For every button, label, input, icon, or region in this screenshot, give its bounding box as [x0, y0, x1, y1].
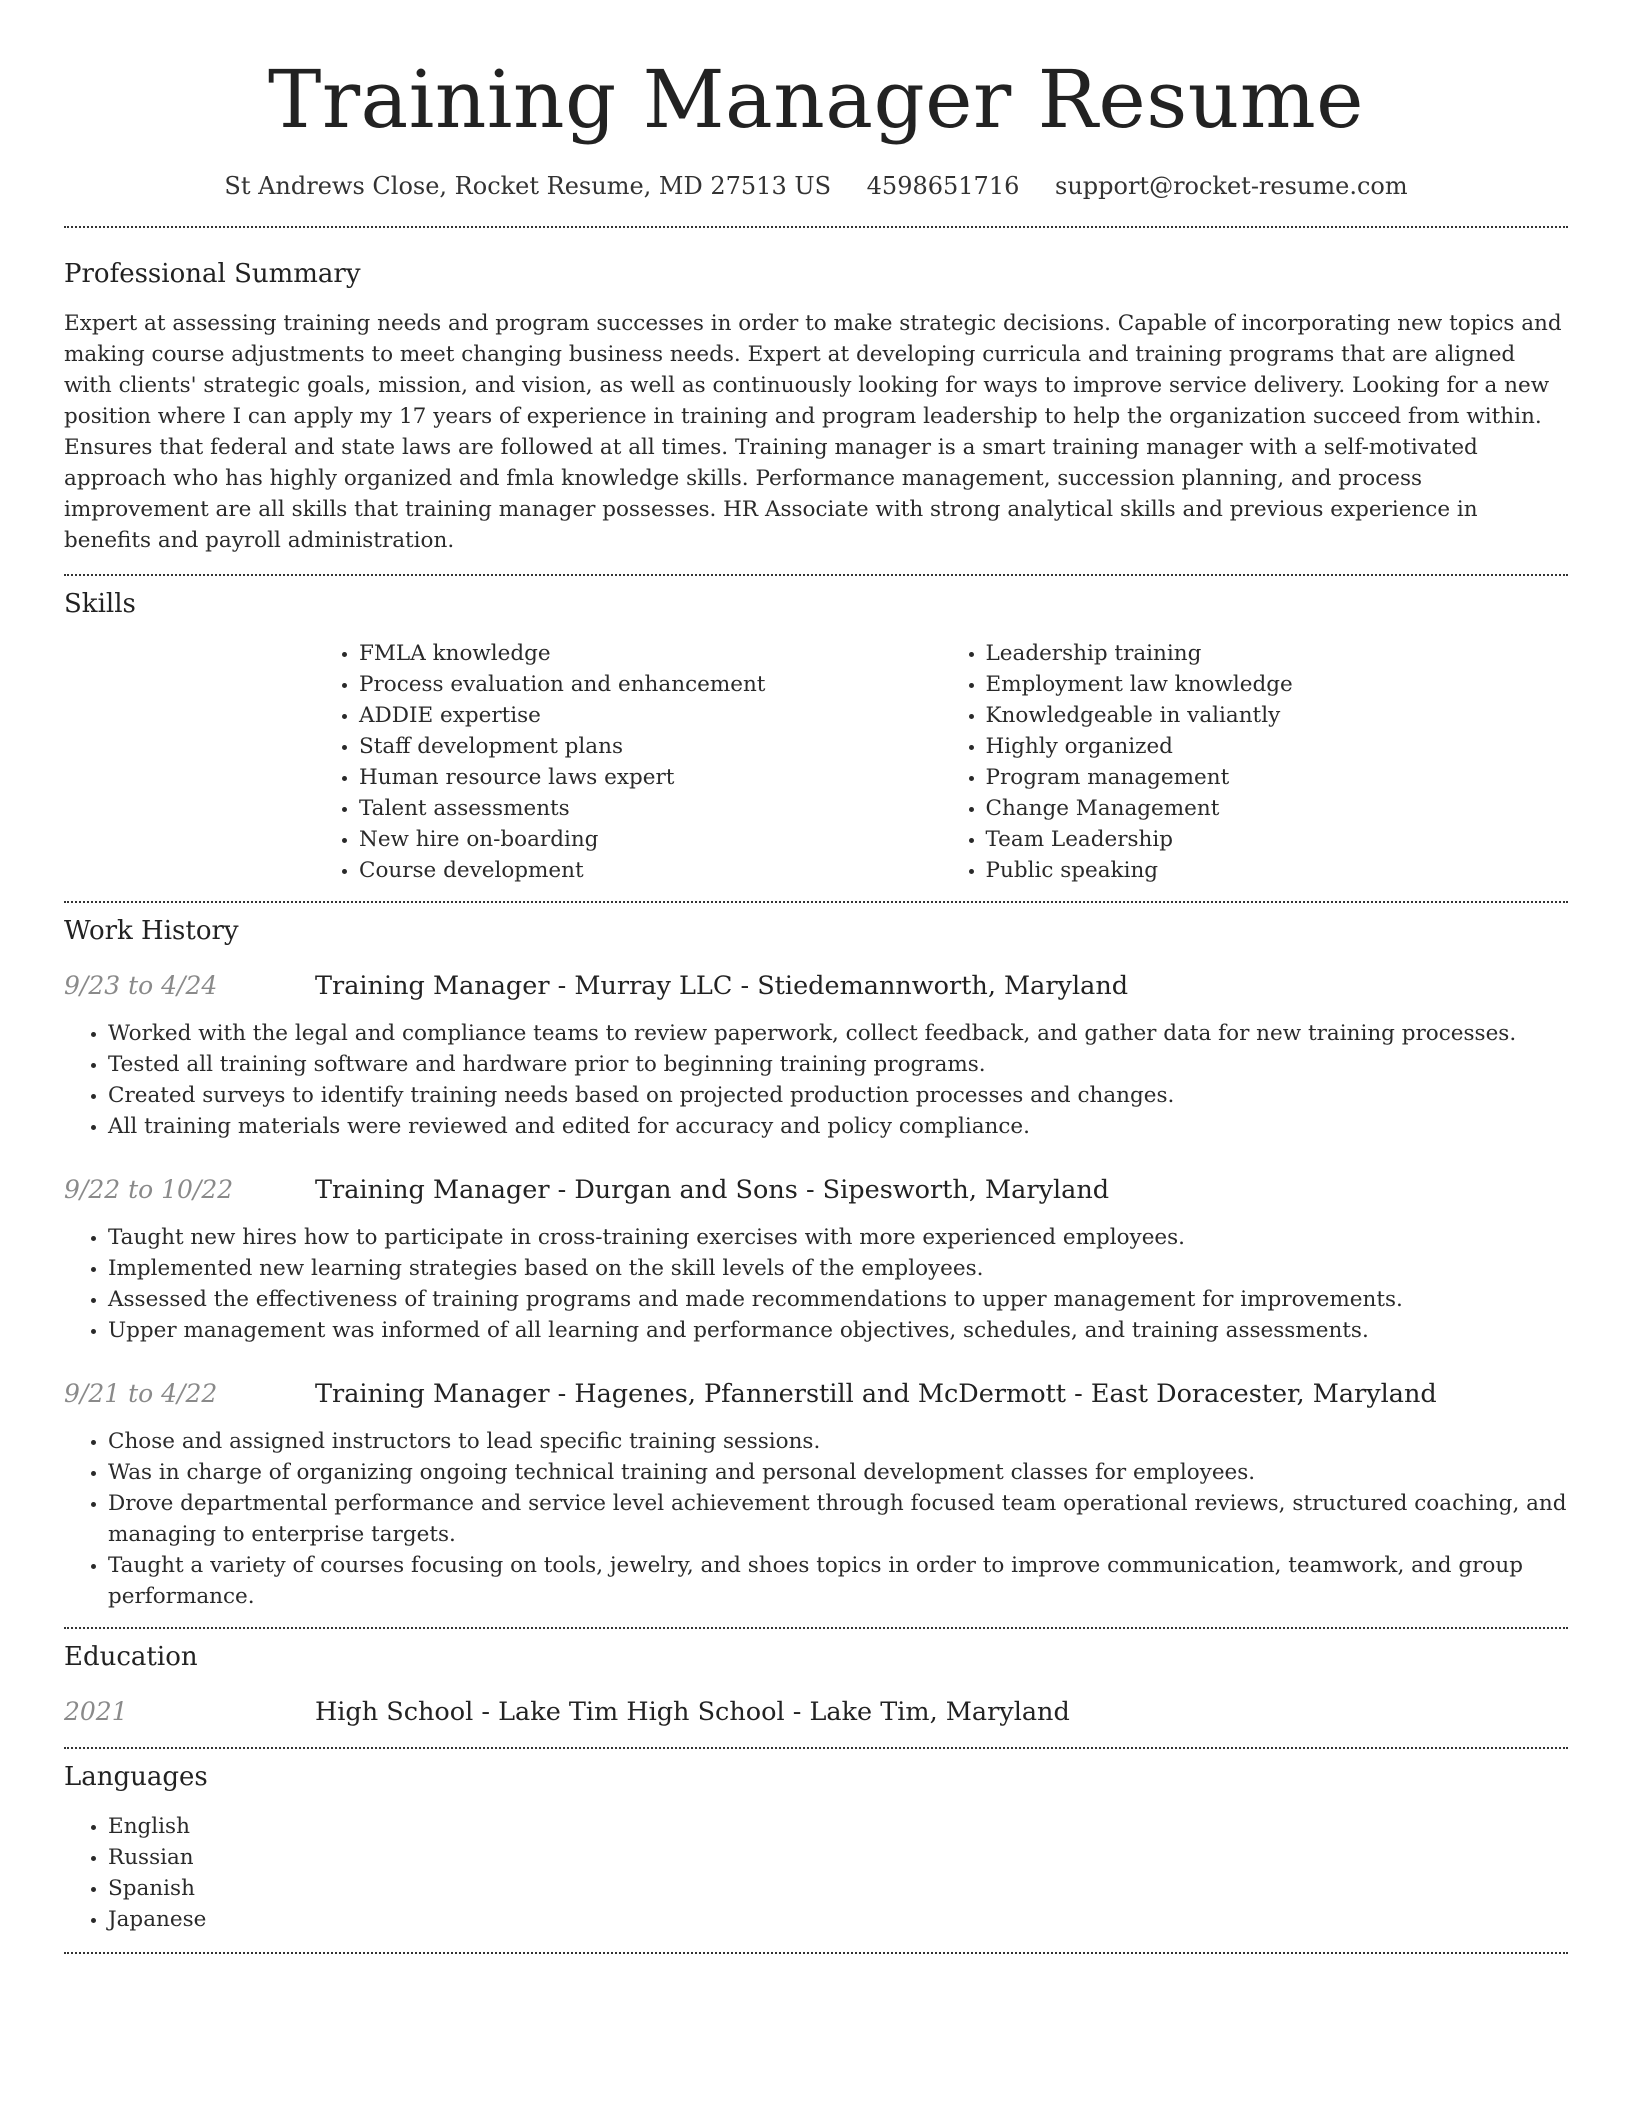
list-item: • Chose and assigned instructors to lead specific training sessions.	[108, 1426, 1568, 1457]
job-dates: 9/22 to 10/22	[64, 1175, 234, 1204]
list-item: • FMLA knowledge	[359, 638, 942, 669]
skills-list-left	[315, 638, 942, 886]
languages-list	[64, 1811, 1568, 1935]
section-divider	[64, 1952, 1568, 1954]
job-dates: 9/23 to 4/24	[64, 971, 218, 1000]
languages-heading: Languages	[64, 1762, 208, 1792]
list-item: • Tested all training software and hardware prior to beginning training programs.	[108, 1049, 1568, 1080]
contact-line	[64, 170, 1568, 202]
list-item: • All training materials were reviewed and edited for accuracy and policy compliance.	[108, 1111, 1568, 1142]
list-item: • Implemented new learning strategies based on the skill levels of the employees.	[108, 1253, 1568, 1284]
job-header	[64, 1378, 1568, 1410]
summary-heading: Professional Summary	[64, 259, 361, 289]
summary-text: Expert at assessing training needs and program successes in order to make strategic decisions. Capable of incorporating new topics and making course adjustments to meet changing business needs. Expert at developing curricula and training programs that are aligned with clients' strategic goals, mission, and vision, as well as continuously looking for ways to improve service delivery. Looking for a new position where I can apply my 17 years of experience in training and program leadership to help the organization succeed from within. Ensures that federal and state laws are followed at all times. Training manager is a smart training manager with a self-motivated approach who has highly organized and fmla knowledge skills. Performance management, succession planning, and process improvement are all skills that training manager possesses. HR Associate with strong analytical skills and previous experience in benefits and payroll administration.	[64, 311, 1562, 553]
education-heading: Education	[64, 1642, 198, 1672]
contact-email: support@rocket-resume.com	[1055, 172, 1408, 200]
skills-section	[64, 576, 1568, 886]
job-entry	[64, 1174, 1568, 1346]
list-item: • Employment law knowledge	[986, 669, 1569, 700]
education-year: 2021	[64, 1697, 128, 1726]
list-item: • Knowledgeable in valiantly	[986, 700, 1569, 731]
list-item: • Talent assessments	[359, 793, 942, 824]
list-item: • Leadership training	[986, 638, 1569, 669]
skills-list-right	[942, 638, 1569, 886]
contact-phone: 4598651716	[866, 172, 1020, 200]
list-item: • Change Management	[986, 793, 1569, 824]
list-item: • Highly organized	[986, 731, 1569, 762]
education-entry	[64, 1696, 1568, 1728]
list-item: • Worked with the legal and compliance teams to review paperwork, collect feedback, and gather data for new training processes.	[108, 1018, 1568, 1049]
list-item: • Program management	[986, 762, 1569, 793]
job-header	[64, 970, 1568, 1002]
languages-section	[64, 1749, 1568, 1935]
work-section	[64, 903, 1568, 1612]
list-item: • New hire on-boarding	[359, 824, 942, 855]
list-item: • Public speaking	[986, 855, 1569, 886]
list-item: • Human resource laws expert	[359, 762, 942, 793]
job-bullets	[64, 1222, 1568, 1346]
education-heading-line: High School - Lake Tim High School - Lake Tim, Maryland	[315, 1697, 1070, 1727]
resume-header	[64, 0, 1568, 202]
summary-section	[64, 228, 1568, 556]
list-item: • Course development	[359, 855, 942, 886]
job-bullets	[64, 1018, 1568, 1142]
list-item: • Japanese	[108, 1904, 1568, 1935]
list-item: • Process evaluation and enhancement	[359, 669, 942, 700]
work-heading: Work History	[64, 916, 239, 946]
job-heading: Training Manager - Murray LLC - Stiedemannworth, Maryland	[315, 971, 1129, 1001]
list-item: • Was in charge of organizing ongoing technical training and personal development classes for employees.	[108, 1457, 1568, 1488]
list-item: • ADDIE expertise	[359, 700, 942, 731]
list-item: • Spanish	[108, 1873, 1568, 1904]
list-item: • Upper management was informed of all learning and performance objectives, schedules, and training assessments.	[108, 1315, 1568, 1346]
list-item: • English	[108, 1811, 1568, 1842]
list-item: • Created surveys to identify training needs based on projected production processes and changes.	[108, 1080, 1568, 1111]
list-item: • Taught a variety of courses focusing on tools, jewelry, and shoes topics in order to improve communication, teamwork, and group performance.	[108, 1550, 1568, 1612]
job-header	[64, 1174, 1568, 1206]
list-item: • Russian	[108, 1842, 1568, 1873]
education-section	[64, 1629, 1568, 1728]
list-item: • Team Leadership	[986, 824, 1569, 855]
job-entry	[64, 1378, 1568, 1612]
skills-heading: Skills	[64, 589, 136, 619]
job-entry	[64, 970, 1568, 1142]
job-dates: 9/21 to 4/22	[64, 1379, 218, 1408]
job-heading: Training Manager - Durgan and Sons - Sipesworth, Maryland	[315, 1175, 1110, 1205]
skills-columns	[315, 638, 1568, 886]
list-item: • Taught new hires how to participate in cross-training exercises with more experienced employees.	[108, 1222, 1568, 1253]
list-item: • Assessed the effectiveness of training programs and made recommendations to upper management for improvements.	[108, 1284, 1568, 1315]
contact-address: St Andrews Close, Rocket Resume, MD 27513 US	[224, 172, 832, 200]
list-item: • Staff development plans	[359, 731, 942, 762]
job-bullets	[64, 1426, 1568, 1612]
list-item: • Drove departmental performance and service level achievement through focused team operational reviews, structured coaching, and managing to enterprise targets.	[108, 1488, 1568, 1550]
resume-title: Training Manager Resume	[267, 53, 1365, 146]
job-heading: Training Manager - Hagenes, Pfannerstill and McDermott - East Doracester, Maryland	[315, 1379, 1437, 1409]
